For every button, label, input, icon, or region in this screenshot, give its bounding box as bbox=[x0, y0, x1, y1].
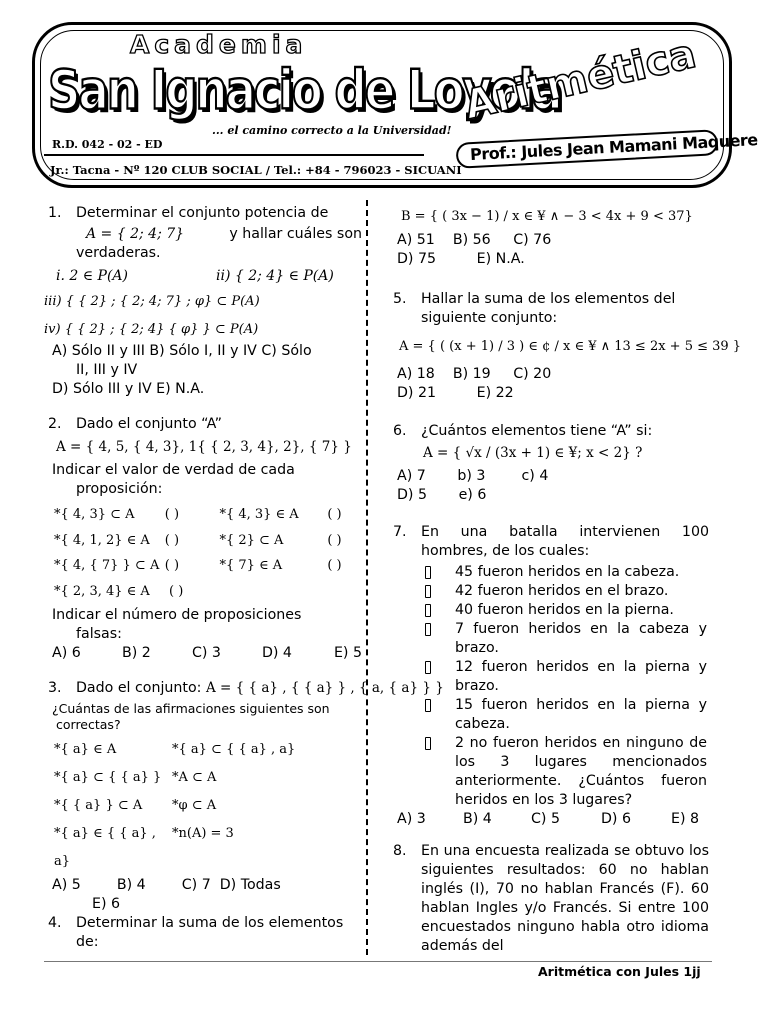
list-item bbox=[397, 658, 709, 696]
q1-options: A) Sólo II y III B) Sólo I, II y IV C) Sólo bbox=[52, 343, 312, 359]
q1-statement: ii) { 2; 4} ∈ P(A) bbox=[216, 268, 334, 284]
q3-statement: *A ⊂ A bbox=[172, 770, 217, 785]
list-item bbox=[397, 582, 709, 601]
q2-line: falsas: bbox=[76, 626, 122, 642]
resolution-code: R.D. 042 - 02 - ED bbox=[52, 138, 163, 151]
option: C) 3 bbox=[191, 645, 221, 661]
q2-line: Indicar el número de proposiciones bbox=[52, 607, 302, 623]
bullet-icon bbox=[425, 699, 431, 712]
question-6 bbox=[393, 422, 709, 505]
question-7 bbox=[393, 523, 709, 829]
q3-statement: *{ a} ∈ { { a} , a} bbox=[54, 826, 156, 869]
q3-line: ¿Cuántas de las afirmaciones siguientes son bbox=[52, 701, 330, 716]
q5-options: D) 21 E) 22 bbox=[397, 385, 514, 401]
q3-statement-row bbox=[54, 820, 362, 876]
q5-line: Hallar la suma de los elementos del bbox=[421, 291, 676, 307]
q8-text: En una encuesta realizada se obtuvo los siguientes resultados: 60 no hablan inglés (I), 70 no hablan Francés (F). 60 hablan Ingles y/o Francés. Si entre 100 encuestados ninguno habla otro idioma además del bbox=[421, 843, 709, 954]
bullet-icon bbox=[425, 604, 431, 617]
q3-statement: *n(A) = 3 bbox=[172, 826, 234, 841]
option: D) 6 bbox=[601, 811, 631, 827]
q5-set: A = { ( (x + 1) / 3 ) ∈ ¢ / x ∈ ¥ ∧ 13 ≤ 2x + 5 ≤ 39 } bbox=[399, 339, 742, 354]
q7-fact: 7 fueron heridos en la cabeza y brazo. bbox=[455, 621, 707, 656]
q3-line: Dado el conjunto: bbox=[76, 680, 202, 696]
q7-fact: 42 fueron heridos en el brazo. bbox=[455, 583, 669, 599]
answer-blank[interactable]: ( ) bbox=[169, 583, 184, 599]
answer-blank[interactable]: ( ) bbox=[327, 507, 342, 522]
q2-line: proposición: bbox=[76, 481, 163, 497]
q6-line: ¿Cuántos elementos tiene “A” si: bbox=[421, 423, 653, 439]
q7-options bbox=[397, 810, 709, 829]
q2-proposition: *{ 4, 1, 2} ∈ A bbox=[54, 532, 150, 548]
q4-line: de: bbox=[76, 934, 99, 950]
q6-set: A = { √x / (3x + 1) ∈ ¥; x < 2} ? bbox=[423, 445, 643, 461]
q3-set: A = { { a} , { { a} } , { a, { a} } } bbox=[205, 680, 444, 696]
q3-line: correctas? bbox=[56, 717, 121, 732]
bullet-icon bbox=[425, 623, 431, 636]
address-line: Jr.: Tacna - Nº 120 CLUB SOCIAL / Tel.: +84 - 796023 - SICUANI bbox=[50, 163, 462, 177]
footer-text: Aritmética con Jules 1jj bbox=[538, 964, 701, 979]
answer-blank[interactable]: ( ) bbox=[327, 532, 342, 548]
q3-statement: *{ a} ⊂ { { a} , a} bbox=[172, 742, 296, 757]
answer-blank[interactable]: ( ) bbox=[327, 558, 342, 573]
option: C) 5 bbox=[531, 811, 560, 827]
q3-options: A) 5 B) 4 C) 7 D) Todas bbox=[52, 877, 281, 893]
list-item bbox=[397, 734, 709, 810]
q2-proposition: *{ 2, 3, 4} ∈ A bbox=[54, 583, 150, 599]
bullet-icon bbox=[425, 566, 431, 579]
q2-proposition: *{ 7} ∈ A bbox=[219, 558, 283, 573]
list-item bbox=[397, 601, 709, 620]
q1-options: D) Sólo III y IV E) N.A. bbox=[52, 381, 205, 397]
list-item bbox=[397, 563, 709, 582]
question-number: 2. bbox=[48, 416, 62, 432]
bullet-icon bbox=[425, 737, 431, 750]
q3-statement: *{ a} ⊂ { { a} } bbox=[54, 770, 162, 785]
q3-statement-row bbox=[54, 792, 362, 820]
q7-fact: 15 fueron heridos en la pierna y cabeza. bbox=[455, 697, 707, 732]
question-number: 5. bbox=[393, 291, 407, 307]
question-number: 3. bbox=[48, 680, 62, 696]
bullet-icon bbox=[425, 661, 431, 674]
q4-options: A) 51 B) 56 C) 76 bbox=[397, 232, 552, 248]
q2-proposition-row bbox=[54, 528, 362, 554]
right-column bbox=[393, 207, 742, 956]
school-name: San Ignacio de Loyola bbox=[48, 58, 561, 122]
q4-line: Determinar la suma de los elementos bbox=[76, 915, 344, 931]
question-number: 6. bbox=[393, 423, 407, 439]
q1-statement: iii) { { 2} ; { 2; 4; 7} ; φ} ⊂ P(A) bbox=[44, 294, 260, 309]
q7-list bbox=[397, 563, 709, 810]
q2-proposition-row bbox=[54, 579, 362, 605]
question-number: 1. bbox=[48, 205, 62, 221]
q2-set: A = { 4, 5, { 4, 3}, 1{ { 2, 3, 4}, 2}, { 7} } bbox=[56, 439, 352, 455]
q1-set: A = { 2; 4; 7} bbox=[86, 226, 185, 242]
q2-proposition: *{ 4, 3} ∈ A bbox=[219, 507, 299, 522]
q7-line: En una batalla intervienen 100 bbox=[421, 524, 709, 540]
q3-statement-row bbox=[54, 764, 362, 792]
q5-line: siguiente conjunto: bbox=[421, 310, 558, 326]
bullet-icon bbox=[425, 585, 431, 598]
option: E) 8 bbox=[671, 811, 700, 827]
list-item bbox=[397, 620, 709, 658]
subject-title: Aritmética bbox=[460, 30, 701, 129]
answer-blank[interactable]: ( ) bbox=[164, 507, 180, 522]
q1-statement: iv) { { 2} ; { 2; 4} { φ} } ⊂ P(A) bbox=[44, 322, 259, 337]
q7-fact: 45 fueron heridos en la cabeza. bbox=[455, 564, 680, 580]
slogan: ... el camino correcto a la Universidad! bbox=[212, 124, 452, 137]
q3-statement: *{ { a} } ⊂ A bbox=[54, 798, 143, 813]
q7-fact: 40 fueron heridos en la pierna. bbox=[455, 602, 674, 618]
q2-proposition: *{ 4, { 7} } ⊂ A bbox=[54, 558, 160, 573]
option: B) 4 bbox=[463, 811, 492, 827]
question-4 bbox=[44, 914, 362, 952]
column-divider bbox=[366, 200, 368, 955]
answer-blank[interactable]: ( ) bbox=[164, 558, 180, 573]
option: D) 4 bbox=[261, 645, 292, 661]
q6-options: A) 7 b) 3 c) 4 bbox=[397, 468, 549, 484]
question-number: 4. bbox=[48, 915, 62, 931]
q2-proposition-row bbox=[54, 502, 362, 528]
q5-options: A) 18 B) 19 C) 20 bbox=[397, 366, 552, 382]
option: A) 3 bbox=[397, 811, 426, 827]
q1-line: Determinar el conjunto potencia de bbox=[76, 205, 329, 221]
q2-proposition-row bbox=[54, 553, 362, 579]
header-rule bbox=[44, 154, 424, 156]
q2-line: Dado el conjunto “A” bbox=[76, 416, 222, 432]
q2-line: Indicar el valor de verdad de cada bbox=[52, 462, 295, 478]
q7-fact: 12 fueron heridos en la pierna y brazo. bbox=[455, 659, 707, 694]
question-8 bbox=[393, 842, 709, 956]
q2-proposition: *{ 2} ⊂ A bbox=[219, 532, 284, 548]
q3-options: E) 6 bbox=[92, 896, 121, 912]
answer-blank[interactable]: ( ) bbox=[164, 532, 180, 548]
academy-label: Academia bbox=[130, 30, 308, 59]
list-item bbox=[397, 696, 709, 734]
option: B) 2 bbox=[121, 645, 151, 661]
q3-statement: *φ ⊂ A bbox=[172, 798, 217, 813]
q4-options: D) 75 E) N.A. bbox=[397, 251, 525, 267]
teacher-name: Prof.: Jules Jean Mamani Maquere bbox=[469, 130, 759, 165]
q1-line: verdaderas. bbox=[76, 245, 161, 261]
q7-fact: 2 no fueron heridos en ninguno de los 3 lugares mencionados anteriormente. ¿Cuántos fueron heridos en los 3 lugares? bbox=[455, 735, 707, 808]
option: E) 5 bbox=[333, 645, 362, 661]
question-1 bbox=[44, 204, 362, 399]
option: A) 6 bbox=[52, 645, 81, 661]
q6-options: D) 5 e) 6 bbox=[397, 487, 487, 503]
question-number: 7. bbox=[393, 524, 407, 540]
q1-statement: i. 2 ∈ P(A) bbox=[56, 268, 129, 284]
q3-statement: *{ a} ∈ A bbox=[54, 742, 117, 757]
question-5 bbox=[393, 290, 742, 403]
q3-statement-row bbox=[54, 736, 362, 764]
footer-rule bbox=[44, 961, 712, 962]
q2-proposition: *{ 4, 3} ⊂ A bbox=[54, 507, 135, 522]
question-number: 8. bbox=[393, 843, 407, 859]
q1-line: y hallar cuáles son bbox=[229, 226, 362, 242]
q2-options bbox=[52, 644, 362, 663]
q4-set: B = { ( 3x − 1) / x ∈ ¥ ∧ − 3 < 4x + 9 < 37} bbox=[401, 209, 693, 224]
q7-line: hombres, de los cuales: bbox=[421, 543, 590, 559]
question-2 bbox=[44, 415, 362, 663]
question-3 bbox=[44, 679, 444, 914]
q1-options: II, III y IV bbox=[76, 362, 138, 378]
